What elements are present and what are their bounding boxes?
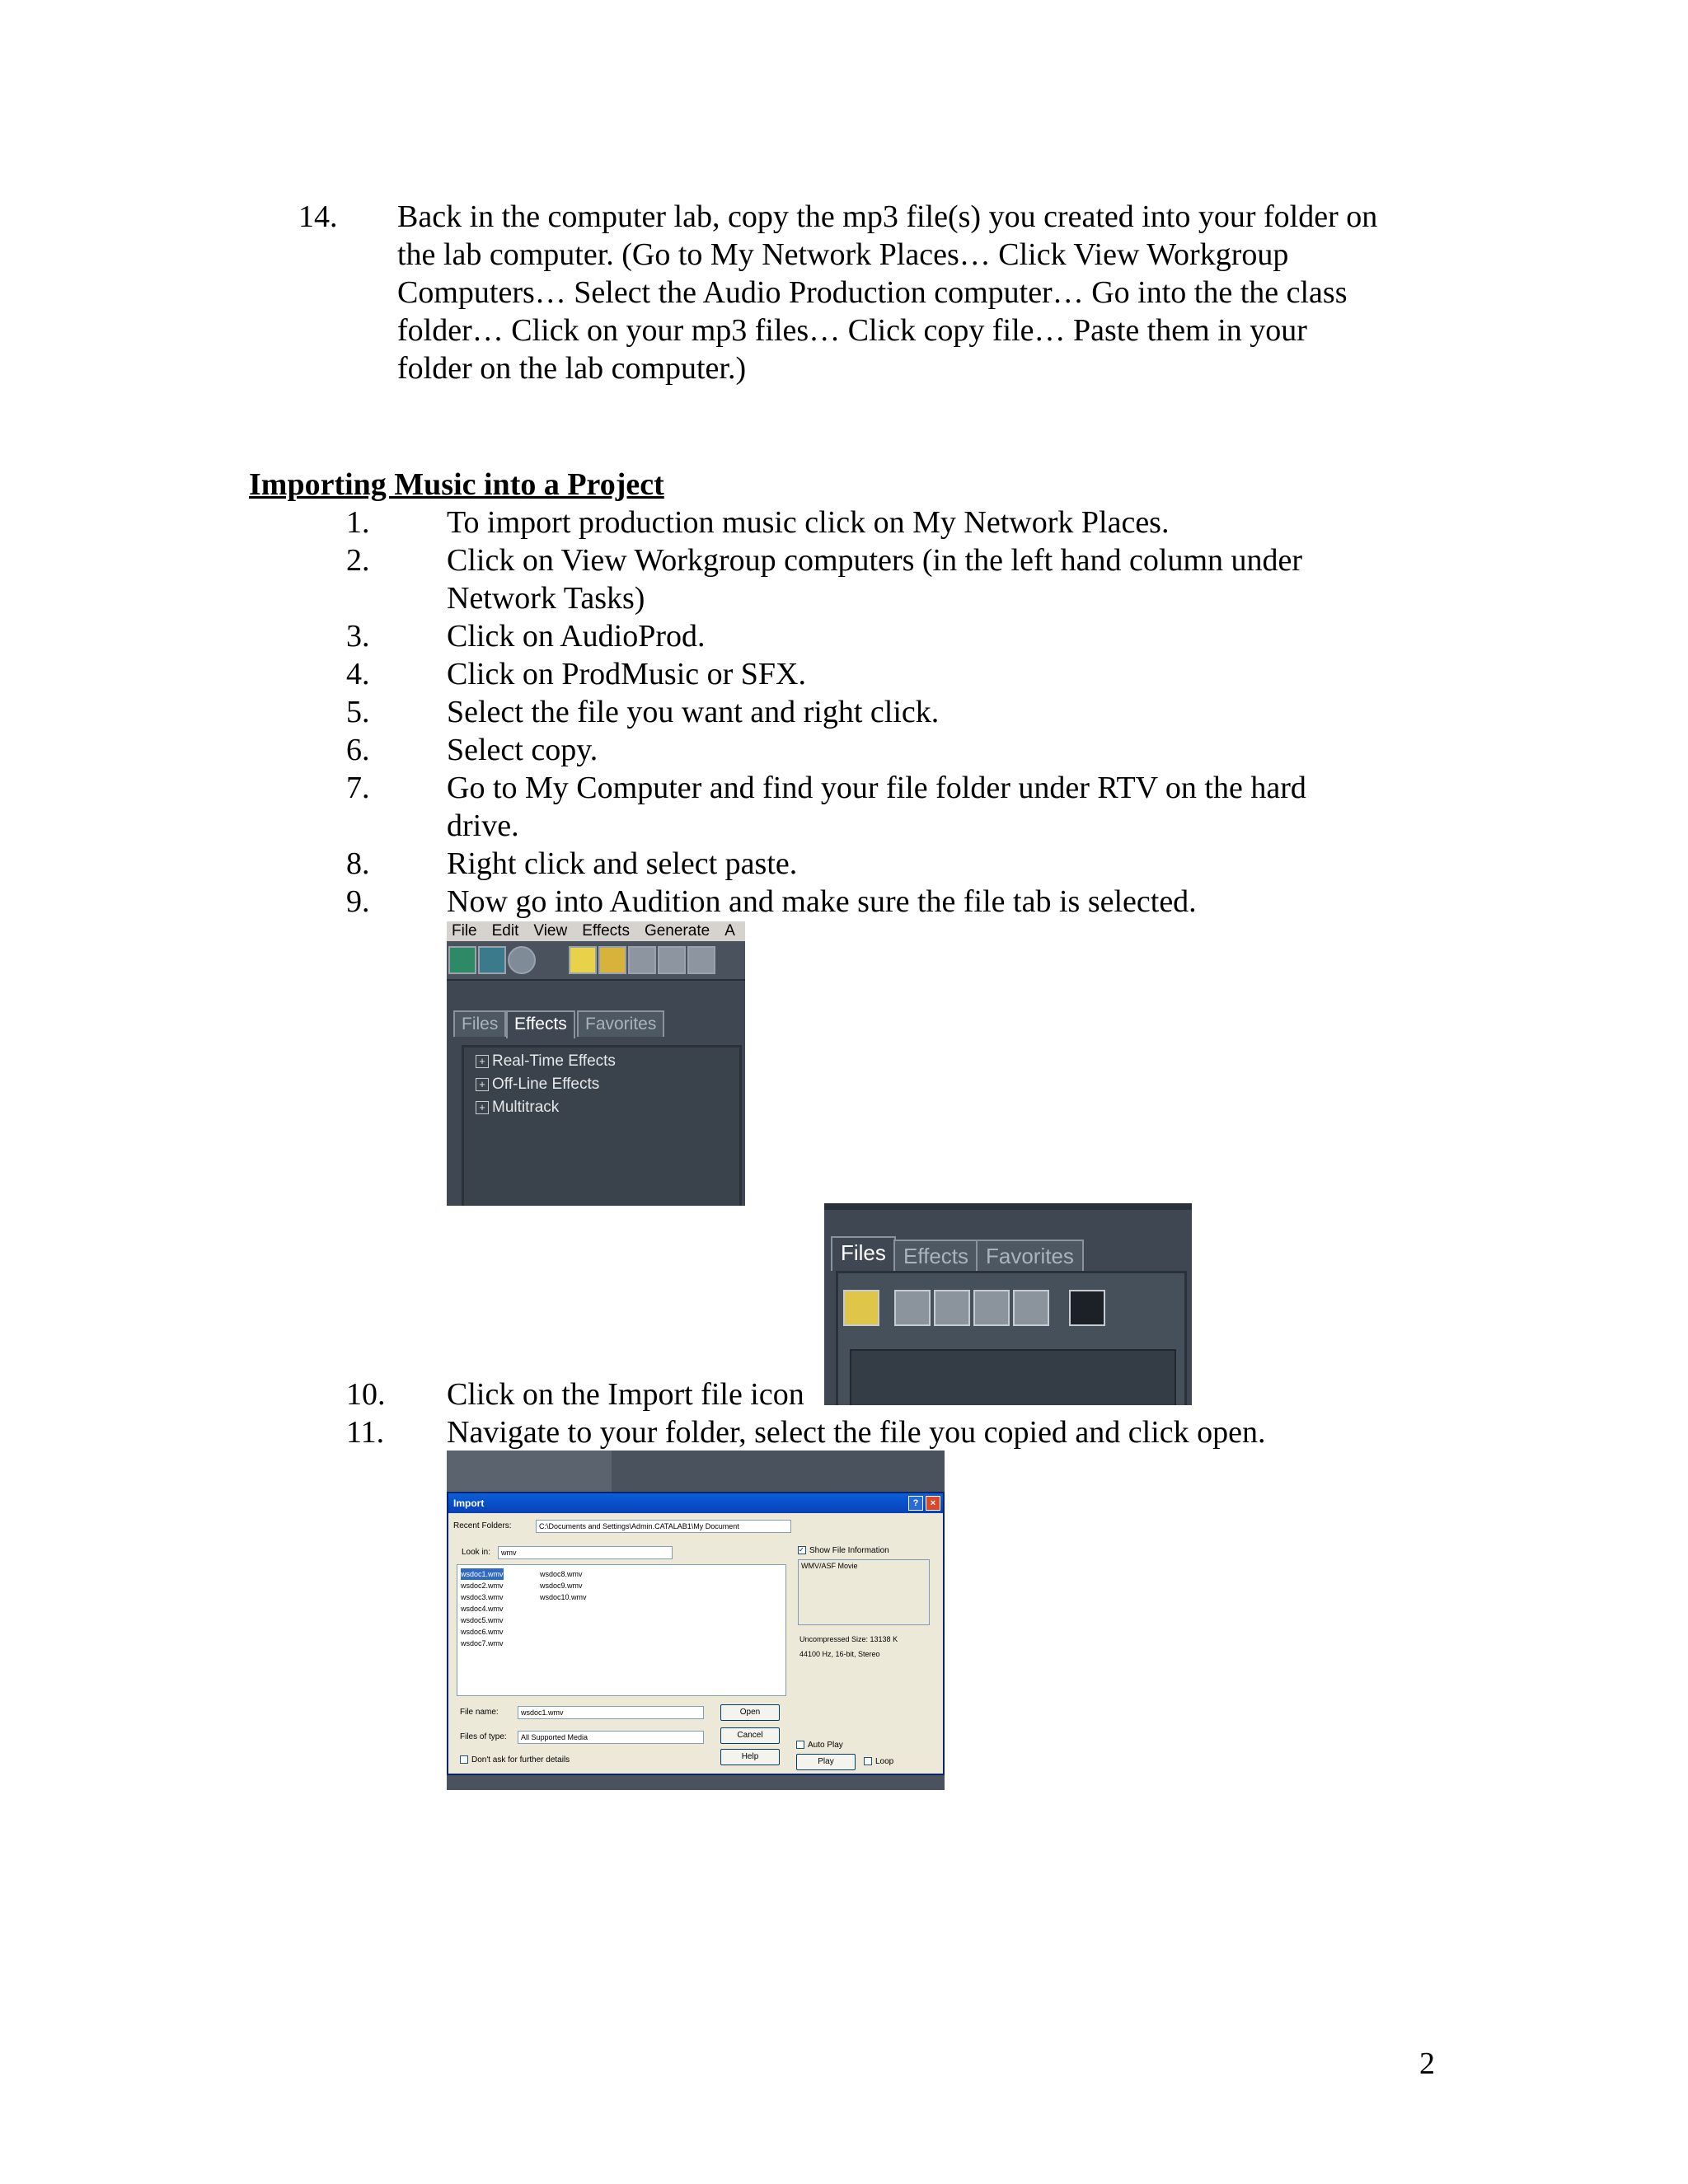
file-item[interactable]: wsdoc8.wmv [540, 1570, 583, 1578]
step-text: Select the file you want and right click. [447, 695, 940, 729]
close-icon[interactable]: × [926, 1496, 940, 1511]
insert-icon[interactable] [934, 1290, 970, 1326]
show-file-info-checkbox[interactable] [798, 1546, 889, 1555]
step-14-line-1: Back in the computer lab, copy the mp3 file(s) you created into your folder on [397, 199, 1378, 234]
step-text: Select copy. [447, 733, 598, 767]
audio-format: 44100 Hz, 16-bit, Stereo [799, 1650, 880, 1658]
save-icon[interactable] [628, 946, 656, 974]
help-button[interactable]: Help [720, 1749, 780, 1765]
import-dialog-screenshot [447, 1451, 945, 1790]
step-number: 5. [346, 695, 370, 729]
step-14-line-4: folder… Click on your mp3 files… Click copy file… Paste them in your [397, 313, 1307, 348]
audition-effects-screenshot [447, 921, 745, 1206]
step-14-line-2: the lab computer. (Go to My Network Places… Click View Workgroup [397, 237, 1289, 272]
help-icon[interactable]: ? [908, 1496, 923, 1511]
tab-effects[interactable]: Effects [893, 1240, 978, 1271]
tab-favorites[interactable]: Favorites [577, 1010, 664, 1037]
file-item[interactable]: wsdoc5.wmv [461, 1616, 504, 1624]
step-14-number: 14. [298, 199, 338, 234]
new-file-icon[interactable] [569, 946, 597, 974]
step-14-line-3: Computers… Select the Audio Production computer… Go into the the class [397, 275, 1348, 310]
look-in-select[interactable]: wmv [498, 1546, 673, 1559]
file-item[interactable]: wsdoc3.wmv [461, 1593, 504, 1601]
tree-item-multitrack[interactable] [476, 1099, 559, 1117]
step-text-continued: drive. [447, 808, 519, 843]
tab-files[interactable]: Files [453, 1010, 506, 1037]
menu-bar [447, 921, 745, 941]
tree-item-label: Multitrack [492, 1099, 560, 1116]
menu-file[interactable]: File [452, 922, 477, 940]
checkbox[interactable] [460, 1755, 468, 1764]
loop-checkbox[interactable] [864, 1757, 893, 1766]
step-number: 11. [346, 1415, 385, 1450]
open-file-icon[interactable] [598, 946, 626, 974]
toolbar [447, 941, 745, 981]
close-file-icon[interactable] [894, 1290, 931, 1326]
menu-effects[interactable]: Effects [582, 922, 630, 940]
file-list[interactable] [457, 1564, 786, 1696]
tree-item-real-time-effects[interactable] [476, 1052, 616, 1071]
tree-item-off-line-effects[interactable] [476, 1076, 599, 1094]
file-column-2 [540, 1568, 587, 1603]
step-text: To import production music click on My Network Places. [447, 505, 1170, 540]
tab-effects[interactable]: Effects [506, 1010, 575, 1038]
step-14-line-5: folder on the lab computer.) [397, 351, 747, 386]
effects-tree-panel [462, 1045, 742, 1206]
expand-icon[interactable]: + [476, 1055, 489, 1068]
cancel-button[interactable]: Cancel [720, 1727, 780, 1744]
dont-ask-checkbox[interactable] [460, 1755, 570, 1765]
import-dialog [447, 1492, 945, 1775]
play-icon[interactable] [973, 1290, 1010, 1326]
options-icon[interactable] [1069, 1290, 1105, 1326]
tab-files[interactable]: Files [831, 1236, 896, 1271]
step-text: Click on AudioProd. [447, 619, 706, 654]
save-all-icon[interactable] [658, 946, 686, 974]
play-button[interactable]: Play [796, 1754, 856, 1770]
tree-item-label: Real-Time Effects [492, 1052, 616, 1070]
auto-play-checkbox[interactable] [796, 1741, 843, 1750]
dialog-title-bar [448, 1493, 943, 1513]
step-text: Click on ProdMusic or SFX. [447, 657, 806, 691]
look-in-label: Look in: [462, 1548, 491, 1557]
page-number: 2 [1419, 2046, 1435, 2081]
step-number: 4. [346, 657, 370, 691]
step-text: Go to My Computer and find your file folder under RTV on the hard [447, 771, 1306, 805]
file-column-1 [461, 1568, 504, 1649]
files-of-type-label: Files of type: [460, 1732, 507, 1741]
step-text: Now go into Audition and make sure the file tab is selected. [447, 884, 1197, 919]
step-text-continued: Network Tasks) [447, 581, 645, 616]
file-item[interactable]: wsdoc2.wmv [461, 1582, 504, 1590]
files-panel [836, 1271, 1187, 1405]
file-item[interactable]: wsdoc6.wmv [461, 1628, 504, 1636]
cd-view-icon[interactable] [508, 946, 536, 974]
loop-icon[interactable] [1013, 1290, 1049, 1326]
files-of-type-select[interactable]: All Supported Media [518, 1731, 704, 1744]
auto-play-label: Auto Play [808, 1741, 843, 1750]
expand-icon[interactable]: + [476, 1101, 489, 1114]
step-number: 7. [346, 771, 370, 805]
file-item[interactable]: wsdoc1.wmv [461, 1570, 504, 1578]
step-number: 9. [346, 884, 370, 919]
import-file-icon[interactable] [843, 1290, 879, 1326]
file-info-format: WMV/ASF Movie [798, 1559, 930, 1625]
step-number: 8. [346, 846, 370, 881]
open-button[interactable]: Open [720, 1704, 780, 1721]
waveform-view-icon[interactable] [448, 946, 476, 974]
file-name-label: File name: [460, 1708, 499, 1717]
step-text: Click on View Workgroup computers (in the left hand column under [447, 543, 1303, 578]
files-tab-screenshot [824, 1203, 1192, 1405]
step-number: 1. [346, 505, 370, 540]
file-item[interactable]: wsdoc10.wmv [540, 1593, 587, 1601]
checkbox-checked[interactable]: ✓ [798, 1546, 806, 1554]
dialog-title: Import [453, 1497, 485, 1509]
step-number: 6. [346, 733, 370, 767]
checkbox[interactable] [796, 1741, 804, 1749]
uncompressed-size: Uncompressed Size: 13138 K [799, 1635, 898, 1643]
expand-icon[interactable]: + [476, 1078, 489, 1091]
step-number: 2. [346, 543, 370, 578]
step-text: Right click and select paste. [447, 846, 798, 881]
recent-folders-label: Recent Folders: [453, 1521, 512, 1530]
step-text: Click on the Import file icon [447, 1377, 804, 1412]
loop-label: Loop [875, 1757, 894, 1766]
menu-generate[interactable]: Generate [644, 922, 710, 940]
menu-edit[interactable]: Edit [491, 922, 519, 940]
menu-view[interactable]: View [533, 922, 568, 940]
step-number: 3. [346, 619, 370, 654]
file-item[interactable]: wsdoc9.wmv [540, 1582, 583, 1590]
step-text: Navigate to your folder, select the file you copied and click open. [447, 1415, 1266, 1450]
dont-ask-label: Don't ask for further details [471, 1755, 570, 1765]
multitrack-view-icon[interactable] [478, 946, 506, 974]
file-name-input[interactable]: wsdoc1.wmv [518, 1706, 704, 1719]
save-as-icon[interactable] [687, 946, 715, 974]
tree-item-label: Off-Line Effects [492, 1076, 600, 1093]
show-file-info-label: Show File Information [809, 1546, 889, 1555]
checkbox[interactable] [864, 1757, 872, 1765]
tab-favorites[interactable]: Favorites [976, 1240, 1084, 1271]
menu-more[interactable]: A [724, 922, 735, 940]
file-item[interactable]: wsdoc7.wmv [461, 1639, 504, 1647]
file-item[interactable]: wsdoc4.wmv [461, 1605, 504, 1613]
section-heading: Importing Music into a Project [249, 467, 664, 502]
recent-folders-select[interactable]: C:\Documents and Settings\Admin.CATALAB1\My Document [536, 1520, 791, 1533]
step-number: 10. [346, 1377, 386, 1412]
